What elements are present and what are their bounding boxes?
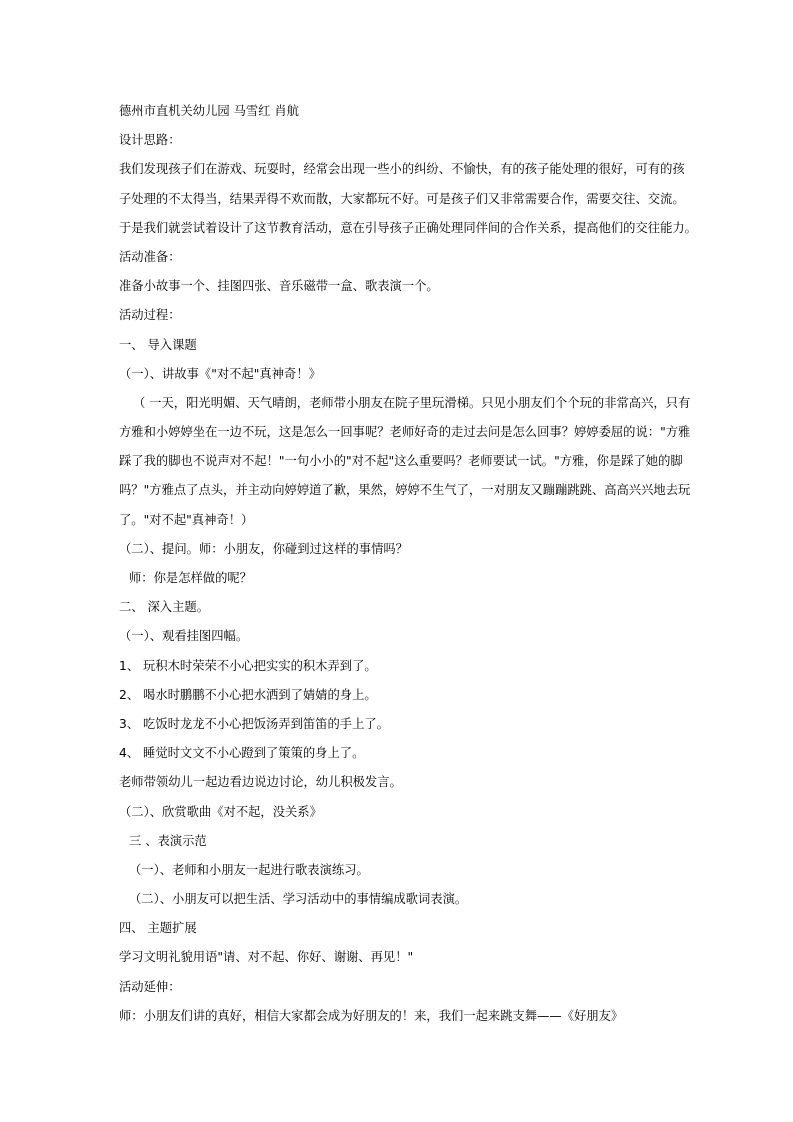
step-heading: 一、 导入课题 xyxy=(119,337,197,352)
paragraph-line: 师：小朋友们讲的真好，相信大家都会成为好朋友的！来，我们一起来跳支舞——《好朋友》 xyxy=(119,1008,624,1023)
paragraph-line: 学习文明礼貌用语"请、对不起、你好、谢谢、再见！" xyxy=(119,950,414,965)
dialogue-line: 师：你是怎样做的呢？ xyxy=(129,571,252,585)
story-line: 吗？"方雅点了点头，并主动向婷婷道了歉，果然，婷婷不生气了，一对朋友又蹦蹦跳跳、高高兴兴地去玩 xyxy=(119,483,691,498)
sub-step: （一）、观看挂图四幅。 xyxy=(119,629,249,644)
document-body xyxy=(119,100,697,1034)
step-heading: 三 、表演示范 xyxy=(129,833,207,848)
author-line: 德州市直机关幼儿园 马雪红 肖航 xyxy=(119,104,299,118)
paragraph-line: 子处理的不太得当，结果弄得不欢而散，大家都玩不好。可是孩子们又非常需要合作，需要交往、交流。 xyxy=(119,191,685,206)
sub-step: （一）、讲故事《"对不起"真神奇！》 xyxy=(119,366,321,381)
list-item: 4、 睡觉时文文不小心蹬到了策策的身上了。 xyxy=(119,746,365,761)
paragraph-line: 于是我们就尝试着设计了这节教育活动，意在引导孩子正确处理同伴间的合作关系，提高他们的交往能力。 xyxy=(119,220,697,235)
paragraph-line: 老师带领幼儿一起边看边说边讨论，幼儿积极发言。 xyxy=(119,775,402,790)
step-heading: 四、 主题扩展 xyxy=(119,921,197,936)
section-heading-preparation: 活动准备： xyxy=(119,249,181,264)
section-heading-process: 活动过程： xyxy=(119,308,181,323)
story-line: 踩了我的脚也不说声对不起！"一句小小的"对不起"这么重要吗？老师要试一试。"方雅，你是踩了她的脚 xyxy=(119,454,683,469)
story-line: 了。"对不起"真神奇！） xyxy=(119,512,254,527)
story-line: （ 一天，阳光明媚、天气晴朗，老师带小朋友在院子里玩滑梯。只见小朋友们个个玩的非常高兴，只有 xyxy=(133,395,691,410)
sub-step: （二）、提问。师：小朋友，你碰到过这样的事情吗？ xyxy=(119,541,408,556)
paragraph-line: 准备小故事一个、挂图四张、音乐磁带一盒、歌表演一个。 xyxy=(119,279,439,294)
list-item: 3、 吃饭时龙龙不小心把饭汤弄到笛笛的手上了。 xyxy=(119,716,389,731)
sub-step: （二）、小朋友可以把生活、学习活动中的事情编成歌词表演。 xyxy=(129,892,468,907)
paragraph-line: 我们发现孩子们在游戏、玩耍时，经常会出现一些小的纠纷、不愉快，有的孩子能处理的很好，可有的孩 xyxy=(119,162,685,177)
story-line: 方雅和小婷婷坐在一边不玩，这是怎么一回事呢？老师好奇的走过去问是怎么回事？婷婷委屈的说："方雅 xyxy=(119,425,691,440)
section-heading-extension: 活动延伸： xyxy=(119,979,181,994)
list-item: 2、 喝水时鹏鹏不小心把水洒到了婧婧的身上。 xyxy=(119,687,377,702)
sub-step: （二）、欣赏歌曲《对不起，没关系》 xyxy=(119,804,322,819)
list-item: 1、 玩积木时荣荣不小心把实实的积木弄到了。 xyxy=(119,658,377,673)
section-heading-design: 设计思路： xyxy=(119,133,181,148)
sub-step: （一）、老师和小朋友一起进行歌表演练习。 xyxy=(129,862,369,877)
step-heading: 二、 深入主题。 xyxy=(119,600,209,615)
